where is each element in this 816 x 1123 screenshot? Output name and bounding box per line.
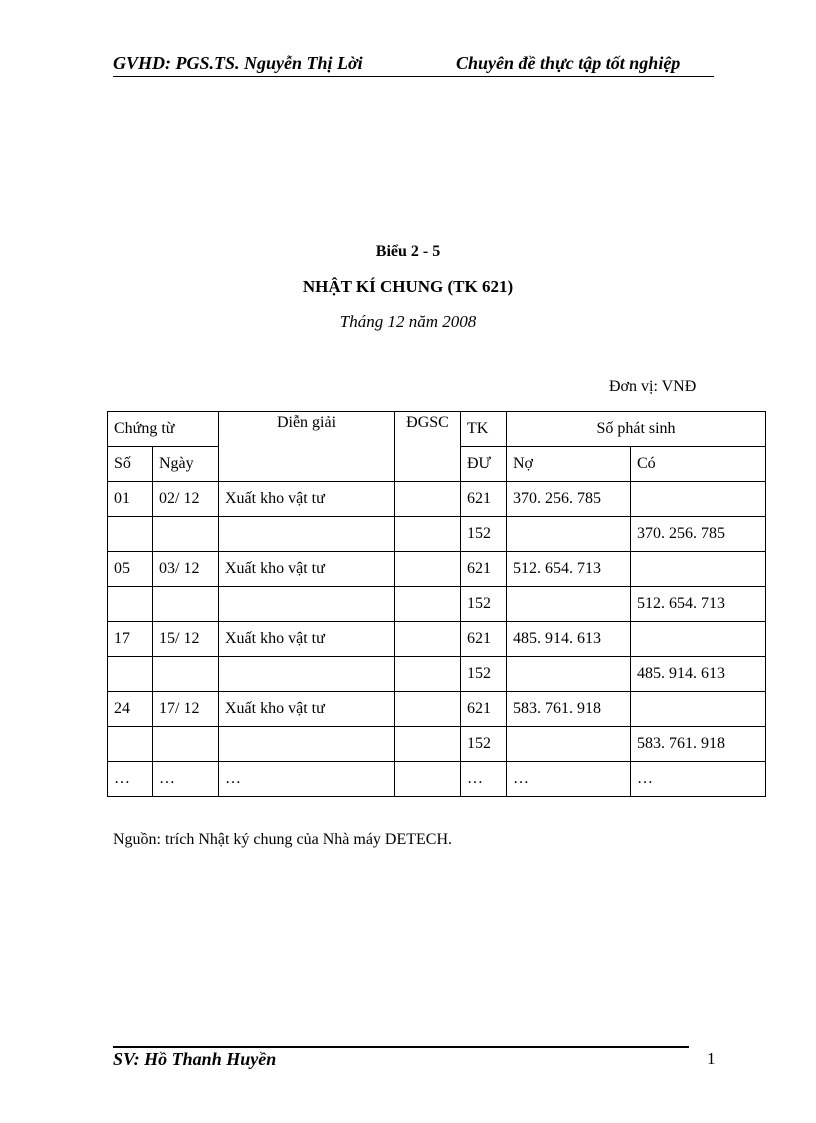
table-row [108, 482, 766, 517]
document-period: Tháng 12 năm 2008 [339, 312, 477, 331]
journal-table [107, 411, 766, 797]
table-row [108, 517, 766, 552]
cell-so: … [108, 762, 153, 797]
cell-so [108, 657, 153, 692]
header-report-title: Chuyên đề thực tập tốt nghiệp [456, 53, 681, 73]
header-tk-line1: TK [461, 412, 507, 447]
header-no: Nợ [507, 447, 631, 482]
footer-divider [113, 1046, 689, 1048]
cell-tk: 152 [461, 727, 507, 762]
cell-ngay: 17/ 12 [153, 692, 219, 727]
table-row [108, 657, 766, 692]
cell-co [631, 692, 766, 727]
cell-no [507, 727, 631, 762]
cell-so [108, 517, 153, 552]
cell-no: 485. 914. 613 [507, 622, 631, 657]
source-note: Nguồn: trích Nhật ký chung của Nhà máy DETECH. [113, 831, 453, 848]
cell-co: 370. 256. 785 [631, 517, 766, 552]
table-header-row-1 [108, 412, 766, 447]
cell-ngay: 15/ 12 [153, 622, 219, 657]
cell-tk: 152 [461, 517, 507, 552]
cell-so: 05 [108, 552, 153, 587]
cell-so: 01 [108, 482, 153, 517]
cell-dgsc [395, 587, 461, 622]
cell-no: 512. 654. 713 [507, 552, 631, 587]
cell-diengiai: Xuất kho vật tư [219, 622, 395, 657]
header-chungtu: Chứng từ [108, 412, 219, 447]
cell-co [631, 622, 766, 657]
table-row [108, 552, 766, 587]
table-row [108, 727, 766, 762]
cell-so [108, 587, 153, 622]
header-ngay: Ngày [153, 447, 219, 482]
cell-diengiai [219, 587, 395, 622]
cell-ngay [153, 587, 219, 622]
cell-no: … [507, 762, 631, 797]
cell-dgsc [395, 552, 461, 587]
cell-so [108, 727, 153, 762]
footer-student: SV: Hồ Thanh Huyền [113, 1049, 277, 1069]
table-row [108, 622, 766, 657]
table-number: Biểu 2 - 5 [375, 243, 441, 260]
cell-diengiai [219, 517, 395, 552]
cell-co [631, 552, 766, 587]
cell-dgsc [395, 482, 461, 517]
header-sophatsinh: Số phát sinh [507, 412, 766, 447]
cell-tk: 152 [461, 657, 507, 692]
cell-no: 370. 256. 785 [507, 482, 631, 517]
table-row [108, 762, 766, 797]
header-tk-line2: ĐƯ [461, 447, 507, 482]
cell-co: … [631, 762, 766, 797]
document-title: NHẬT KÍ CHUNG (TK 621) [302, 277, 514, 296]
cell-tk: 621 [461, 552, 507, 587]
cell-tk: 621 [461, 482, 507, 517]
cell-ngay [153, 727, 219, 762]
cell-dgsc [395, 657, 461, 692]
cell-diengiai [219, 727, 395, 762]
cell-no [507, 657, 631, 692]
cell-diengiai: Xuất kho vật tư [219, 552, 395, 587]
cell-no [507, 587, 631, 622]
cell-tk: 621 [461, 622, 507, 657]
cell-diengiai: Xuất kho vật tư [219, 692, 395, 727]
currency-unit: Đơn vị: VNĐ [609, 378, 697, 395]
cell-ngay: 03/ 12 [153, 552, 219, 587]
cell-no: 583. 761. 918 [507, 692, 631, 727]
cell-dgsc [395, 622, 461, 657]
cell-ngay [153, 657, 219, 692]
cell-tk: 152 [461, 587, 507, 622]
cell-ngay: 02/ 12 [153, 482, 219, 517]
cell-co [631, 482, 766, 517]
cell-tk: 621 [461, 692, 507, 727]
cell-co: 485. 914. 613 [631, 657, 766, 692]
cell-so: 17 [108, 622, 153, 657]
table-row [108, 587, 766, 622]
header-diengiai: Diễn giải [219, 412, 395, 482]
header-dgsc: ĐGSC [395, 412, 461, 482]
cell-dgsc [395, 762, 461, 797]
cell-diengiai: Xuất kho vật tư [219, 482, 395, 517]
cell-diengiai [219, 657, 395, 692]
cell-co: 583. 761. 918 [631, 727, 766, 762]
header-advisor: GVHD: PGS.TS. Nguyễn Thị Lời [113, 53, 363, 73]
cell-dgsc [395, 517, 461, 552]
cell-ngay [153, 517, 219, 552]
cell-no [507, 517, 631, 552]
cell-diengiai: … [219, 762, 395, 797]
cell-co: 512. 654. 713 [631, 587, 766, 622]
cell-ngay: … [153, 762, 219, 797]
cell-dgsc [395, 692, 461, 727]
page-number: 1 [707, 1049, 716, 1068]
cell-dgsc [395, 727, 461, 762]
header-co: Có [631, 447, 766, 482]
cell-tk: … [461, 762, 507, 797]
header-so: Số [108, 447, 153, 482]
header-divider [113, 76, 714, 77]
table-row [108, 692, 766, 727]
cell-so: 24 [108, 692, 153, 727]
